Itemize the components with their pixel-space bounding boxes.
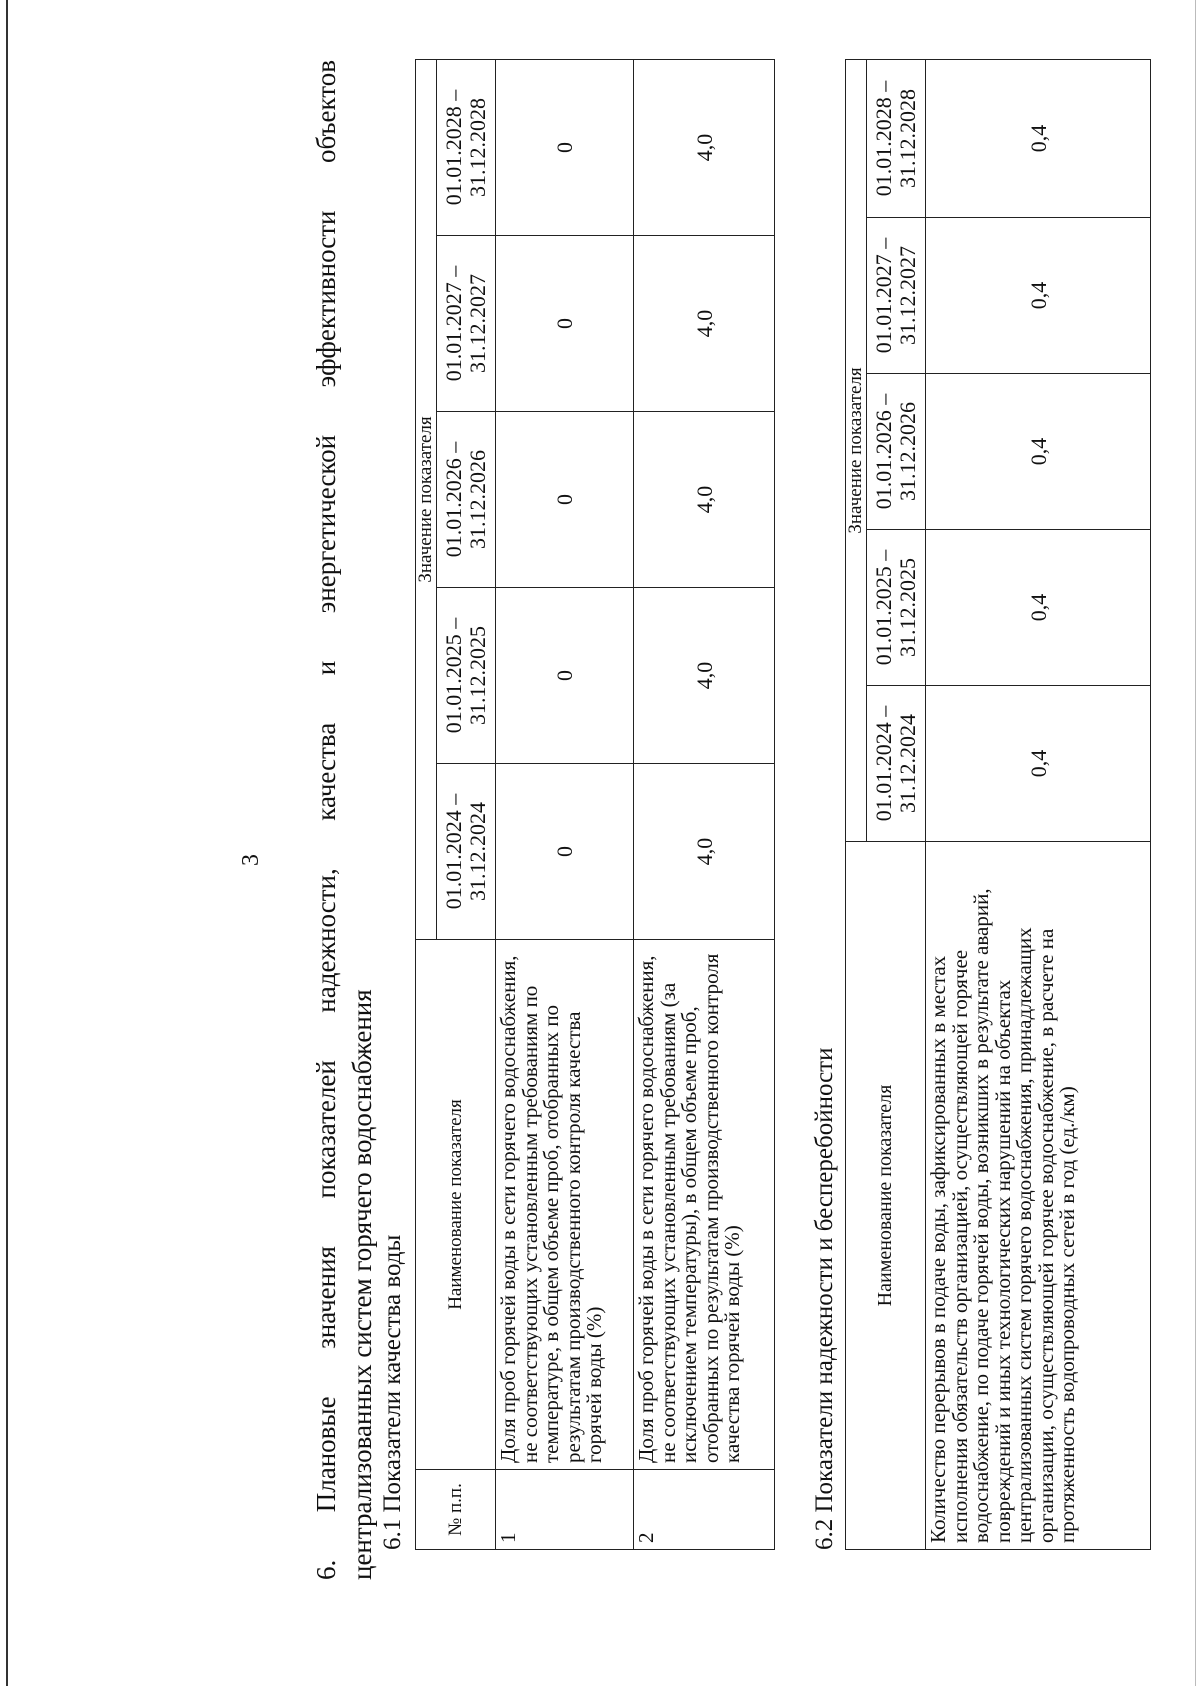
scan-edge-left bbox=[6, 0, 8, 1686]
table-row bbox=[496, 59, 634, 1549]
column-header-period: 01.01.2026 – 31.12.2026 bbox=[437, 412, 496, 588]
table1-title: 6.1 Показатели качества воды bbox=[379, 1234, 406, 1550]
rotated-document-page bbox=[190, 60, 1200, 1580]
indicator-name: Доля проб горячей воды в сети горячего водоснабжения, не соответствующих установленным требованиям по температуре, в общем объеме проб, отобранных по результатам производственного контроля качества горячей воды (%) bbox=[496, 940, 634, 1470]
column-header-period: 01.01.2028 – 31.12.2028 bbox=[867, 59, 926, 217]
indicator-value: 0,4 bbox=[926, 686, 1151, 842]
indicator-value: 4,0 bbox=[634, 412, 775, 588]
indicator-value: 4,0 bbox=[634, 588, 775, 764]
table2-title: 6.2 Показатели надежности и бесперебойности bbox=[811, 1047, 838, 1550]
indicator-value: 4,0 bbox=[634, 236, 775, 412]
column-header-period: 01.01.2024 – 31.12.2024 bbox=[867, 686, 926, 842]
indicator-value: 0,4 bbox=[926, 218, 1151, 374]
indicator-value: 4,0 bbox=[634, 764, 775, 940]
column-header-period: 01.01.2026 – 31.12.2026 bbox=[867, 374, 926, 530]
indicator-value: 0,4 bbox=[926, 59, 1151, 217]
section-heading-line1: 6. Плановые значения показателей надежности, качества и энергетической эффективности объектов bbox=[311, 60, 341, 1580]
table-row bbox=[926, 59, 1151, 1549]
column-header-period: 01.01.2025 – 31.12.2025 bbox=[437, 588, 496, 764]
water-quality-table bbox=[415, 59, 775, 1550]
column-header-period: 01.01.2024 – 31.12.2024 bbox=[437, 764, 496, 940]
indicator-value: 4,0 bbox=[634, 59, 775, 235]
page-number: 3 bbox=[238, 854, 264, 866]
indicator-value: 0 bbox=[496, 236, 634, 412]
column-header-period: 01.01.2025 – 31.12.2025 bbox=[867, 530, 926, 686]
row-number: 1 bbox=[496, 1470, 634, 1550]
column-header-value-group: Значение показателя bbox=[416, 59, 437, 939]
row-number: 2 bbox=[634, 1470, 775, 1550]
indicator-value: 0 bbox=[496, 764, 634, 940]
table-row bbox=[634, 59, 775, 1549]
indicator-value: 0,4 bbox=[926, 530, 1151, 686]
indicator-value: 0 bbox=[496, 59, 634, 235]
column-header-number: № п.п. bbox=[416, 1470, 496, 1550]
column-header-value-group: Значение показателя bbox=[846, 59, 867, 841]
table-header-row bbox=[846, 59, 867, 1549]
table-header-row bbox=[416, 59, 437, 1549]
section-heading bbox=[308, 60, 380, 1580]
column-header-period: 01.01.2027 – 31.12.2027 bbox=[437, 236, 496, 412]
column-header-name: Наименование показателя bbox=[416, 940, 496, 1470]
indicator-name: Количество перерывов в подаче воды, зафиксированных в местах исполнения обязательств организацией, осуществляющей горячее водоснабжение, по подаче горячей воды, возникших в результате аварий, повреждений и иных технологических нарушений на объектах централизованных систем горячего водоснабжения, принадлежащих организации, осуществляющей горячее водоснабжение, в расчете на протяженность водопроводных сетей в год (ед./км) bbox=[926, 842, 1151, 1550]
reliability-table bbox=[845, 59, 1151, 1550]
indicator-value: 0,4 bbox=[926, 374, 1151, 530]
indicator-value: 0 bbox=[496, 588, 634, 764]
column-header-period: 01.01.2027 – 31.12.2027 bbox=[867, 218, 926, 374]
section-heading-line2: централизованных систем горячего водоснабжения bbox=[347, 989, 377, 1580]
column-header-period: 01.01.2028 – 31.12.2028 bbox=[437, 59, 496, 235]
column-header-name: Наименование показателя bbox=[846, 842, 926, 1550]
indicator-value: 0 bbox=[496, 412, 634, 588]
indicator-name: Доля проб горячей воды в сети горячего водоснабжения, не соответствующих установленным требованиям (за исключением температуры), в общем объеме проб, отобранных по результатам производственного контроля качества горячей воды (%) bbox=[634, 940, 775, 1470]
